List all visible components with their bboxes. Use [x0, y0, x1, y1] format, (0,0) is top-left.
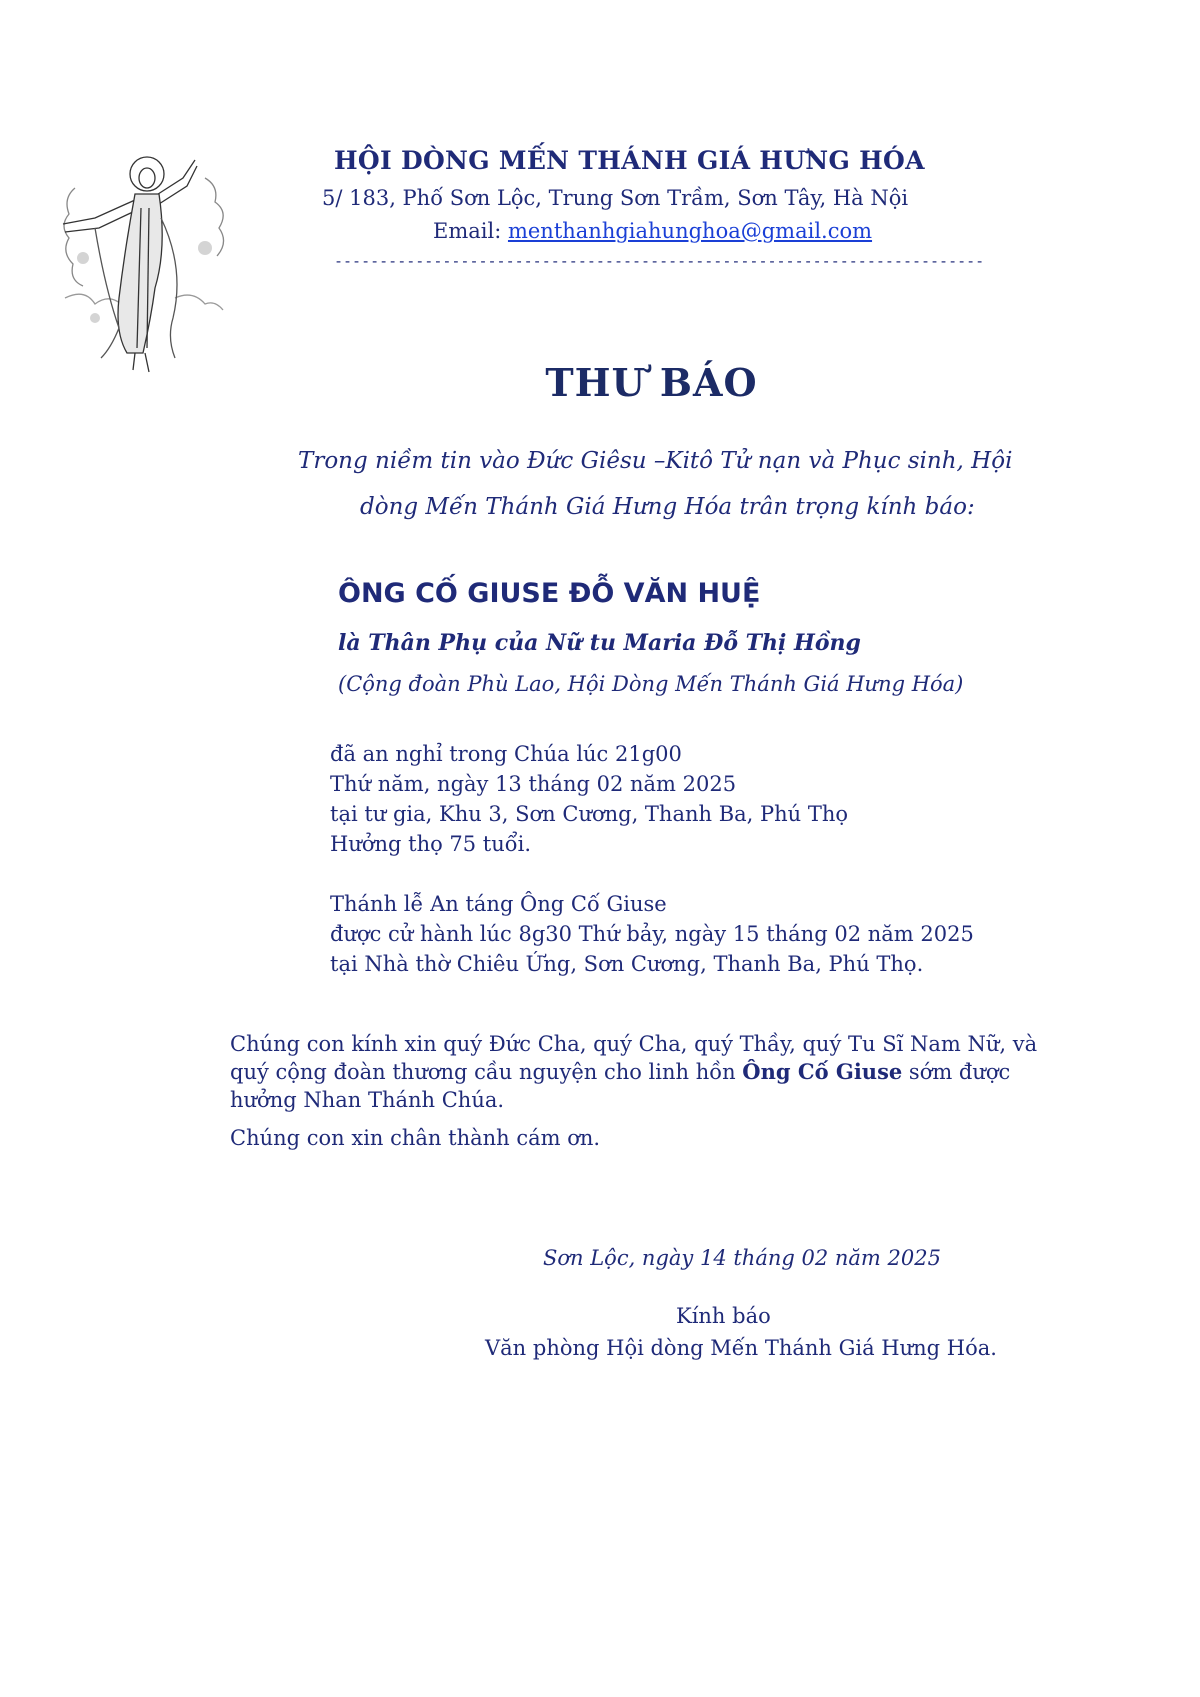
risen-christ-icon	[55, 148, 230, 388]
rest-line-2: Thứ năm, ngày 13 tháng 02 năm 2025	[330, 772, 737, 796]
organization-address: 5/ 183, Phố Sơn Lộc, Trung Sơn Trầm, Sơn Tây, Hà Nội	[322, 186, 909, 210]
intro-line-1: Trong niềm tin vào Đức Giêsu –Kitô Tử nạn và Phục sinh, Hội	[298, 448, 1013, 474]
header-divider: ------------------------------------------------------------------------	[334, 252, 985, 270]
community-note: (Cộng đoàn Phù Lao, Hội Dòng Mến Thánh Giá Hưng Hóa)	[338, 672, 964, 696]
request-bold-name: Ông Cố Giuse	[742, 1059, 903, 1084]
page-title: THƯ BÁO	[545, 360, 758, 405]
prayer-request-paragraph	[230, 1030, 1070, 1114]
rest-line-4: Hưởng thọ 75 tuổi.	[330, 832, 532, 856]
closing-office: Văn phòng Hội dòng Mến Thánh Giá Hưng Hóa.	[485, 1336, 997, 1360]
email-label: Email:	[433, 219, 508, 243]
email-link[interactable]: menthanhgiahunghoa@gmail.com	[507, 219, 873, 243]
intro-line-2: dòng Mến Thánh Giá Hưng Hóa trân trọng kính báo:	[360, 494, 975, 520]
closing-date: Sơn Lộc, ngày 14 tháng 02 năm 2025	[543, 1246, 941, 1270]
organization-name: HỘI DÒNG MẾN THÁNH GIÁ HƯNG HÓA	[334, 146, 925, 175]
rest-line-1: đã an nghỉ trong Chúa lúc 21g00	[330, 742, 682, 766]
deceased-name: ÔNG CỐ GIUSE ĐỖ VĂN HUỆ	[338, 578, 761, 609]
rest-line-3: tại tư gia, Khu 3, Sơn Cương, Thanh Ba, Phú Thọ	[330, 802, 849, 826]
mass-line-2: được cử hành lúc 8g30 Thứ bảy, ngày 15 tháng 02 năm 2025	[330, 922, 974, 946]
request-text-2: sớm được hưởng Nhan Thánh Chúa.	[230, 1060, 1011, 1112]
deceased-relation: là Thân Phụ của Nữ tu Maria Đỗ Thị Hồng	[338, 630, 861, 656]
request-text-1: Chúng con kính xin quý Đức Cha, quý Cha, quý Thầy, quý Tu Sĩ Nam Nữ, và quý cộng đoàn thương cầu nguyện cho linh hồn	[230, 1032, 1038, 1084]
thanks-line: Chúng con xin chân thành cám ơn.	[230, 1126, 601, 1150]
mass-line-1: Thánh lễ An táng Ông Cố Giuse	[330, 892, 667, 916]
mass-line-3: tại Nhà thờ Chiêu Ứng, Sơn Cương, Thanh Ba, Phú Thọ.	[330, 952, 924, 976]
closing-respect: Kính báo	[676, 1304, 771, 1328]
organization-email-line	[433, 219, 872, 243]
